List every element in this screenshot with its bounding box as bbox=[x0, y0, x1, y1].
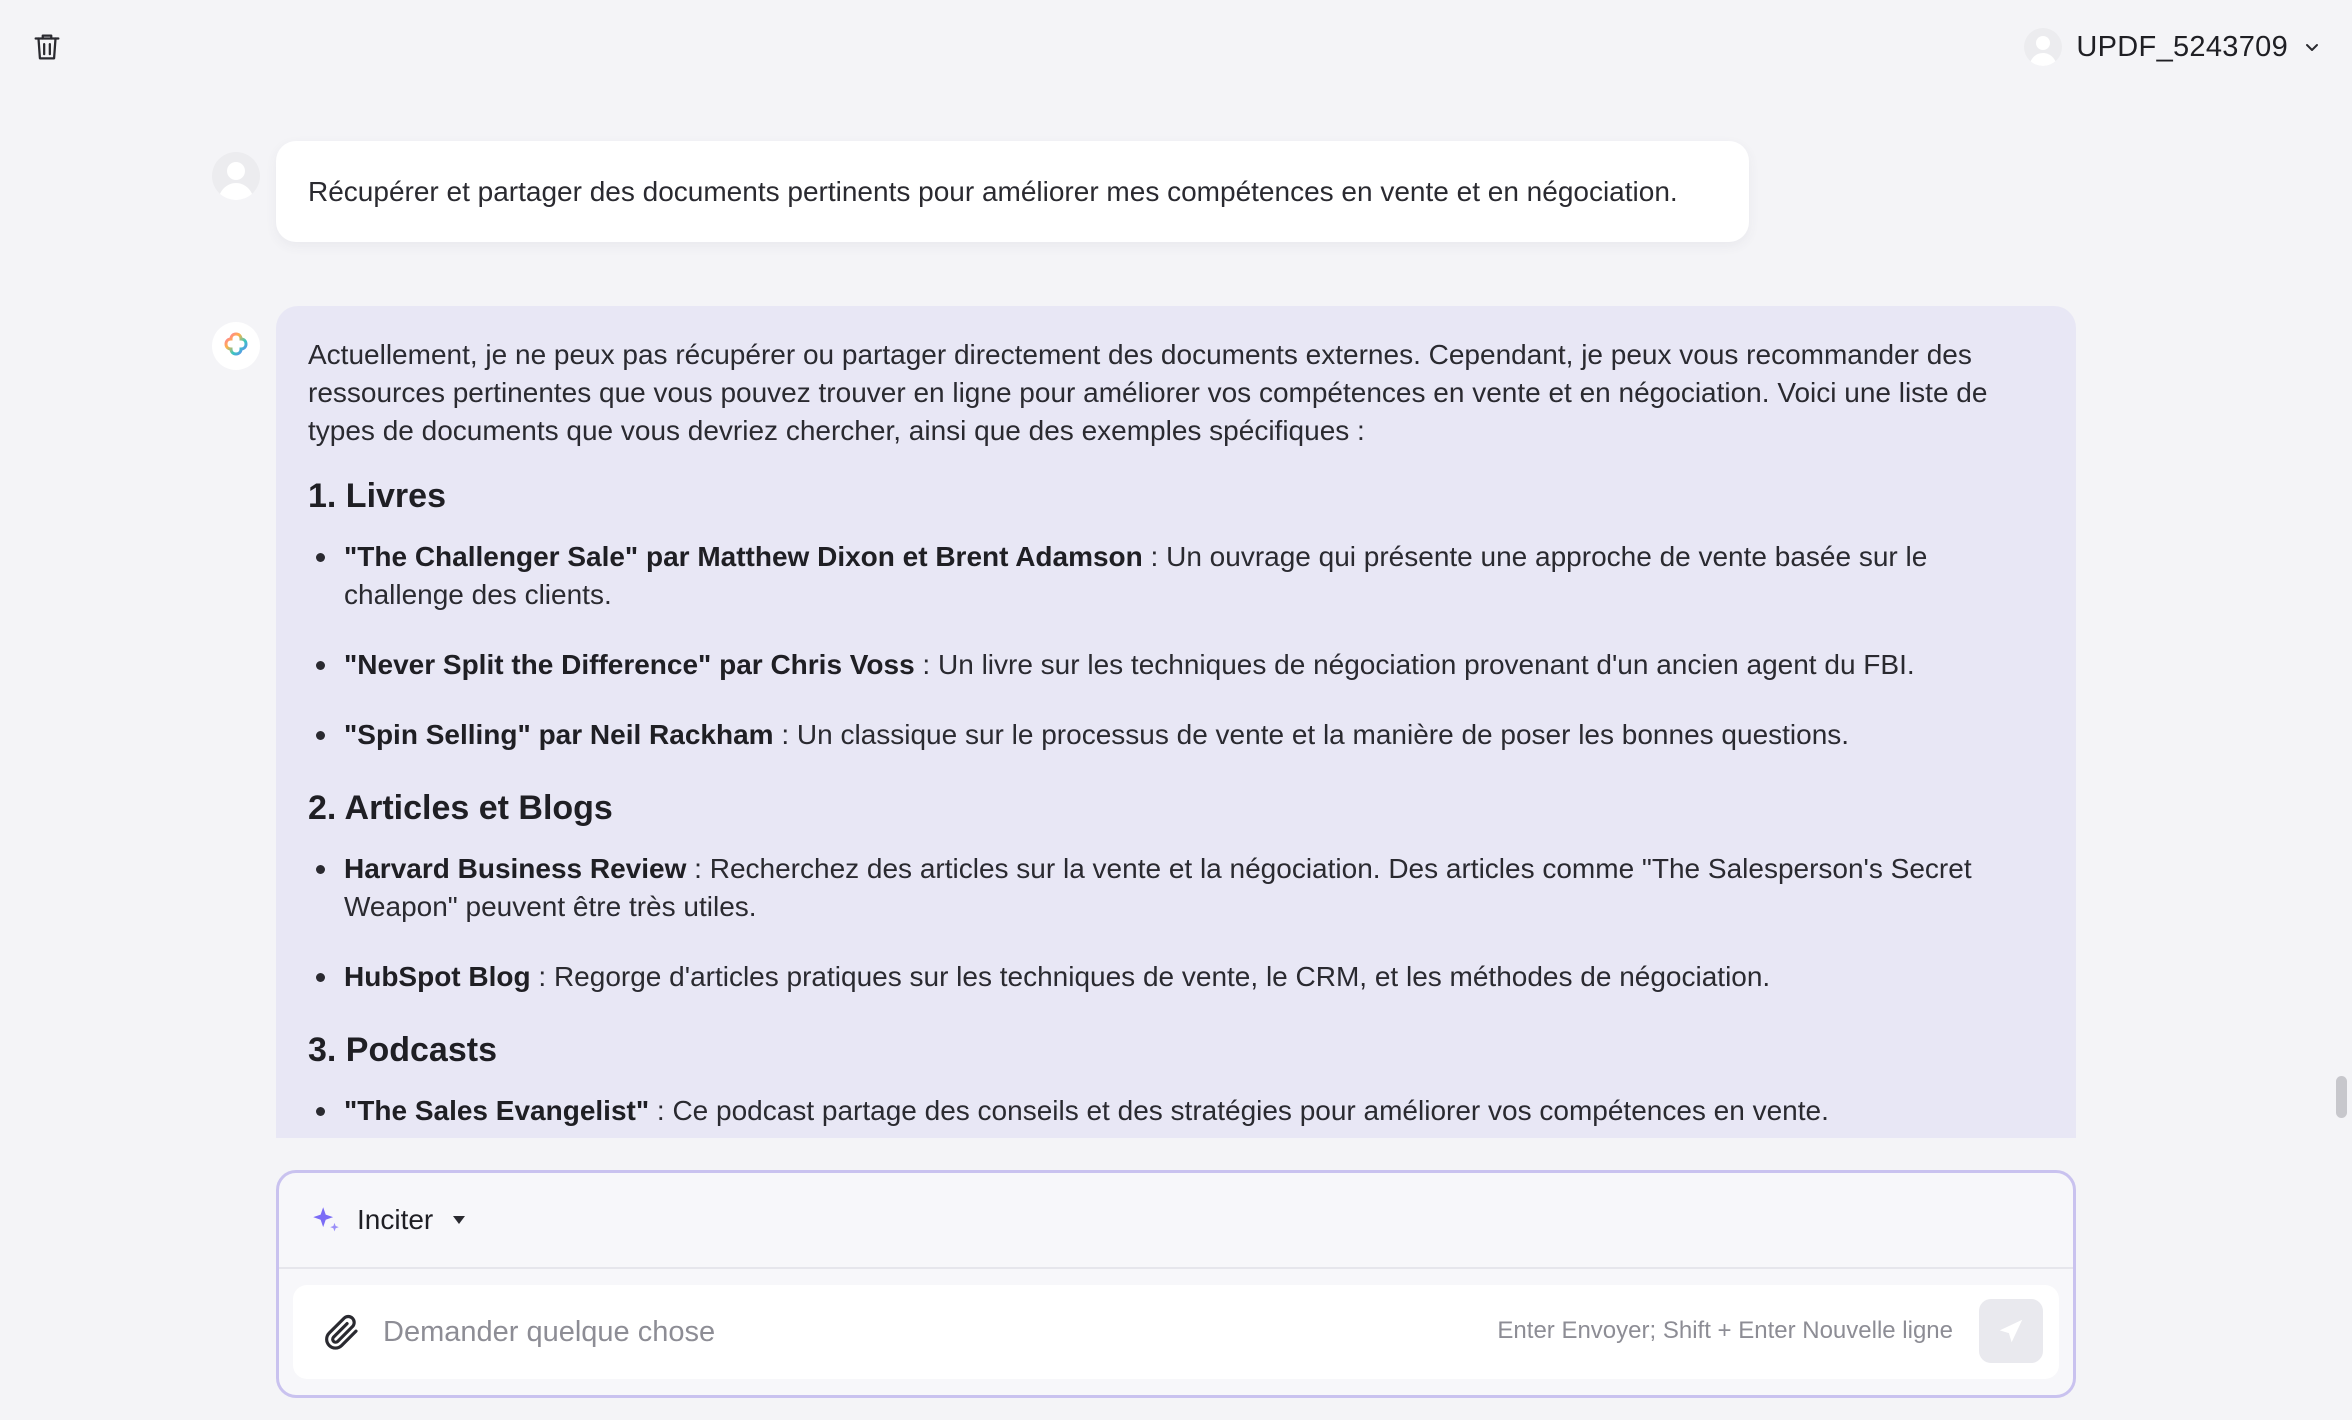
section-heading: 3. Podcasts bbox=[308, 1031, 497, 1069]
list-item bbox=[308, 716, 2044, 754]
item-text: : Un ouvrage qui présente une approche de vente basée sur le challenge des clients. bbox=[344, 541, 1928, 610]
username-label: UPDF_5243709 bbox=[2076, 30, 2288, 63]
sparkle-icon bbox=[309, 1203, 343, 1237]
ask-input[interactable] bbox=[383, 1307, 1183, 1357]
chevron-down-icon bbox=[2302, 37, 2322, 57]
list-item bbox=[308, 1092, 2044, 1130]
item-text: : Un livre sur les techniques de négociation provenant d'un ancien agent du FBI. bbox=[914, 649, 1915, 680]
item-title: "Spin Selling" par Neil Rackham bbox=[344, 719, 774, 750]
send-button[interactable] bbox=[1979, 1299, 2043, 1363]
item-text: : Ce podcast partage des conseils et des stratégies pour améliorer vos compétences en vente. bbox=[649, 1095, 1829, 1126]
list-item bbox=[308, 958, 2044, 996]
send-icon bbox=[1996, 1316, 2026, 1346]
list-item bbox=[308, 646, 2044, 684]
ai-intro-text: Actuellement, je ne peux pas récupérer ou partager directement des documents externes. Cependant, je peux vous recommander des ressources pertinentes que vous pouvez trouver en ligne pour améliorer vos compétences en vente et en négociation. Voici une liste de types de documents que vous devriez chercher, ainsi que des exemples spécifiques : bbox=[308, 339, 1988, 446]
list-item bbox=[308, 538, 2044, 614]
user-message-bubble bbox=[276, 141, 1749, 242]
user-avatar-icon bbox=[2024, 28, 2062, 66]
ai-logo-icon bbox=[212, 322, 260, 370]
prompt-selector[interactable] bbox=[309, 1203, 465, 1237]
section-list bbox=[308, 850, 2044, 996]
item-title: "Never Split the Difference" par Chris Voss bbox=[344, 649, 915, 680]
trash-icon[interactable] bbox=[30, 30, 64, 64]
top-bar bbox=[0, 0, 2352, 96]
user-menu[interactable] bbox=[2024, 28, 2322, 66]
list-item bbox=[308, 850, 2044, 926]
section-list bbox=[308, 538, 2044, 754]
item-title: Harvard Business Review bbox=[344, 853, 687, 884]
divider bbox=[279, 1267, 2073, 1269]
item-text: : Un classique sur le processus de vente et la manière de poser les bonnes questions. bbox=[773, 719, 1850, 750]
item-title: "The Sales Evangelist" bbox=[344, 1095, 650, 1126]
composer bbox=[276, 1170, 2076, 1398]
paperclip-icon[interactable] bbox=[321, 1311, 363, 1353]
ai-message-bubble bbox=[276, 306, 2076, 1138]
user-message-text: Récupérer et partager des documents pertinents pour améliorer mes compétences en vente et en négociation. bbox=[308, 175, 1678, 207]
item-text: : Recherchez des articles sur la vente et la négociation. Des articles comme "The Salesperson's Secret Weapon" peuvent être très utiles. bbox=[344, 853, 1972, 922]
keyboard-hint: Enter Envoyer; Shift + Enter Nouvelle ligne bbox=[1497, 1317, 1953, 1344]
scrollbar-thumb[interactable] bbox=[2336, 1076, 2347, 1118]
input-area bbox=[293, 1285, 2059, 1379]
caret-down-icon bbox=[453, 1216, 465, 1224]
section-heading: 1. Livres bbox=[308, 477, 446, 515]
item-title: "The Challenger Sale" par Matthew Dixon et Brent Adamson bbox=[344, 541, 1143, 572]
prompt-label: Inciter bbox=[357, 1204, 434, 1235]
section-heading: 2. Articles et Blogs bbox=[308, 789, 613, 827]
section-list bbox=[308, 1092, 2044, 1130]
user-message-avatar bbox=[212, 152, 260, 200]
item-text: : Regorge d'articles pratiques sur les techniques de vente, le CRM, et les méthodes de négociation. bbox=[530, 961, 1771, 992]
item-title: HubSpot Blog bbox=[344, 961, 531, 992]
